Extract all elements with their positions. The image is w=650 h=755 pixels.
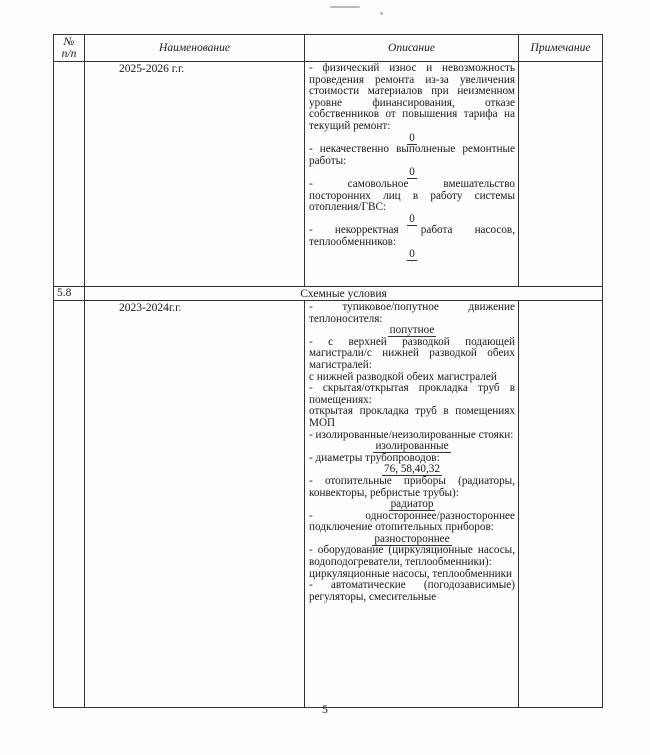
desc-item: - изолированные/неизолированные стояки: — [309, 428, 514, 441]
table-header-row — [54, 35, 603, 62]
desc-item: - некорректная работа насосов, теплообменников: — [309, 224, 515, 248]
desc-item: - тупиковое/попутное движение теплоносителя: — [309, 301, 515, 325]
row-description — [305, 301, 519, 708]
desc-value: разностороннее — [374, 532, 450, 545]
desc-value: попутное — [389, 324, 435, 337]
table-row — [54, 62, 603, 287]
header-number: № п/п — [54, 35, 85, 62]
row-name: 2025-2026 г.г. — [85, 62, 305, 287]
section-number: 5.8 — [54, 287, 85, 301]
desc-value: 0 — [409, 166, 415, 179]
desc-value: 76, 58,40,32 — [384, 463, 440, 476]
desc-item: - некачественно выполненые ремонтные работы: — [309, 143, 515, 167]
row-number — [54, 301, 85, 708]
desc-item: - отопительные приборы (радиаторы, конвекторы, ребристые трубы): — [309, 474, 515, 499]
desc-value: изолированные — [375, 440, 449, 453]
desc-value: открытая прокладка труб в помещениях МОП — [309, 405, 515, 429]
header-description: Описание — [305, 35, 519, 62]
desc-item: - физический износ и невозможность проведения ремонта из-за увеличения стоимости материалов при неизменном уровне финансирования, отказе собственников от повышения тарифа на текущий ремонт: — [309, 62, 515, 132]
desc-value: радиатор — [390, 498, 434, 511]
page-number: 5 — [322, 704, 328, 716]
row-name: 2023-2024г.г. — [85, 301, 305, 708]
desc-value: циркуляционные насосы, теплообменники — [309, 567, 512, 580]
desc-value: с нижней разводкой обеих магистралей — [309, 370, 497, 383]
row-note — [519, 62, 603, 287]
scan-speck — [380, 12, 383, 15]
desc-item: - самовольное вмешательство посторонних лиц в работу системы отопления/ГВС: — [309, 177, 515, 214]
desc-item: - диаметры трубопроводов: — [309, 451, 440, 464]
row-note — [519, 301, 603, 708]
row-number — [54, 62, 85, 287]
desc-item: - оборудование (циркуляционные насосы, водоподогреватели, теплообменники): — [309, 544, 515, 569]
row-description — [305, 62, 519, 287]
desc-value: 0 — [409, 131, 415, 144]
section-title: Схемные условия — [85, 287, 603, 301]
desc-value: 0 — [409, 212, 415, 225]
desc-item: - одностороннее/разностороннее подключение отопительных приборов: — [309, 509, 515, 534]
description-table — [53, 34, 603, 708]
desc-item: - автоматические (погодозависимые) регуляторы, смесительные — [309, 579, 515, 603]
desc-item: - с верхней разводкой подающей магистрали/с нижней разводкой обеих магистралей: — [309, 335, 515, 371]
desc-item: - скрытая/открытая прокладка труб в помещениях: — [309, 382, 515, 406]
desc-value: 0 — [409, 247, 415, 260]
scan-speck — [330, 6, 360, 8]
section-row — [54, 287, 603, 301]
table-row — [54, 301, 603, 708]
header-note: Примечание — [519, 35, 603, 62]
header-name: Наименование — [85, 35, 305, 62]
